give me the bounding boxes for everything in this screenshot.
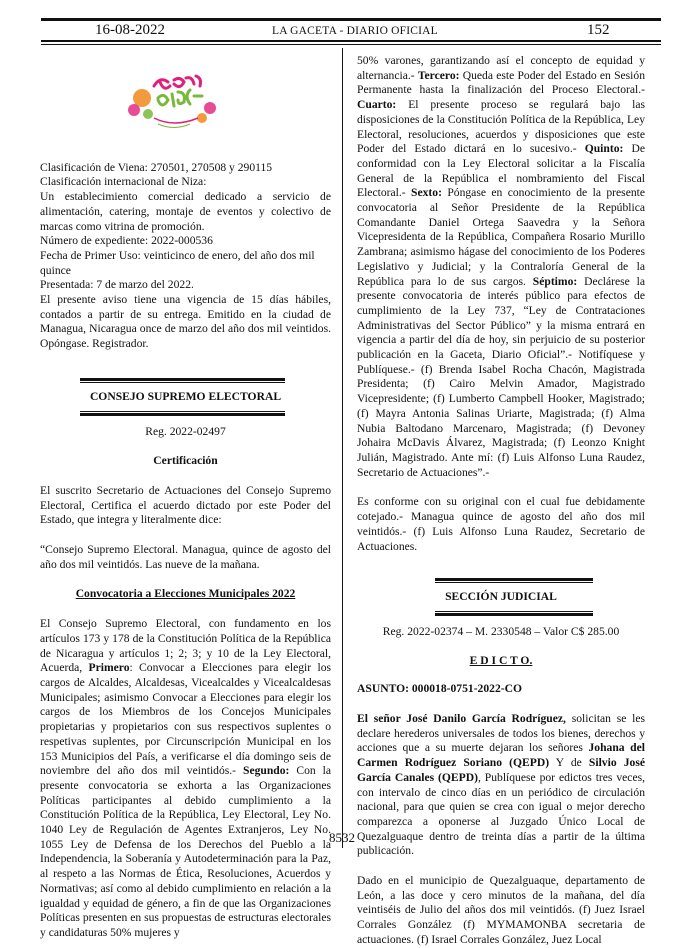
- trademark-description: Un establecimiento comercial dedicado a servicio de alimentación, catering, montaje de eventos y colectivo de marcas como vitrina de promoción.: [40, 190, 331, 233]
- file-number: Número de expediente: 2022-000536: [40, 234, 213, 248]
- edict-body: El señor José Danilo García Rodríguez, solicitan se les declare herederos universales de todos los bienes, derechos y acciones que a su muerte dejaran los señores Johana del Carmen Rodríguez Soriano (QEPD) Y de Silvio José García Canales (QEPD), Publíquese por edictos tres veces, con intervalo de cinco días en un periódico de circulación nacional, para que quien se crea con igual o mejor derecho comparezca a oponerse al Juzgado Único Local de Quezalguaque dentro de treinta días a partir de la última publicación.: [357, 712, 645, 858]
- header-rule-top: [41, 18, 661, 21]
- header-date: 16-08-2022: [95, 22, 165, 38]
- section-title-judicial: SECCIÓN JUDICIAL: [445, 590, 557, 604]
- convocation-title: Convocatoria a Elecciones Municipales 2022: [75, 587, 296, 601]
- resolution-opening: “Consejo Supremo Electoral. Managua, quince de agosto del año dos mil veintidós. Las nueve de la mañana.: [40, 543, 331, 571]
- first-use-date: Fecha de Primer Uso: veinticinco de enero, del año dos mil quince: [40, 248, 315, 277]
- edict-closing: Dado en el municipio de Quezalguaque, departamento de León, a las doce y cero minutos de la mañana, del día veintiséis de Julio del años dos mil veintidós. (f) Juez Israel Corrales González (f) MYMAMONBA secretaria de actuaciones. (f) Israel Corrales González, Juez Local: [357, 874, 645, 946]
- column-divider: [342, 48, 343, 848]
- left-column: [40, 56, 331, 941]
- header-rule-bottom: [41, 40, 661, 42]
- folio-number: 8532: [329, 830, 355, 845]
- case-number: ASUNTO: 000018-0751-2022-CO: [357, 682, 522, 696]
- certification-body: El suscrito Secretario de Actuaciones del Consejo Supremo Electoral, Certifica el acuerdo dictado por este Poder del Estado, que integra y literalmente dice:: [40, 483, 331, 527]
- judicial-registration: Reg. 2022-02374 – M. 2330548 – Valor C$ 285.00: [382, 624, 620, 638]
- header-title: LA GACETA - DIARIO OFICIAL: [272, 25, 438, 37]
- filed-date: Presentada: 7 de marzo del 2022.: [40, 278, 194, 292]
- conformity-statement: Es conforme con su original con el cual fue debidamente cotejado.- Managua quince de agosto del año dos mil veintidós.- (f) Luis Alfonso Luna Raudez, Secretario de Actuaciones.: [357, 495, 645, 553]
- notice-validity: El presente aviso tiene una vigencia de 15 días hábiles, contados a partir de su entrega. Emitido en la ciudad de Managua, Nicaragua once de marzo del año dos mil veintidos. Opóngase. Registrador.: [40, 293, 331, 351]
- section-heading-cse: [40, 378, 331, 416]
- header-rule-bottom-thin: [41, 44, 661, 45]
- right-column: [357, 54, 645, 948]
- section-heading-judicial: [357, 578, 645, 616]
- registration-number: Reg. 2022-02497: [145, 424, 226, 438]
- convocation-continued: 50% varones, garantizando así el concepto de equidad y alternancia.- Tercero: Queda este Poder del Estado en Sesión Permanente hasta la finalización del Proceso Electoral.- Cuarto: El presente proceso se regulará bajo las disposiciones de la Constitución Política de la República, Ley Electoral, resoluciones, acuerdos y disposiciones que este Poder del Estado dictará en lo sucesivo.- Quinto: De conformidad con la Ley Electoral solicitar a la Fiscalía General de la República el nombramiento del Fiscal Electoral.- Sexto: Póngase en conocimiento de la presente convocatoria al Señor Presidente de la República Comandante Daniel Ortega Saavedra y la Señora Vicepresidenta de la República, Compañera Rosario Murillo Zambrana; asimismo hágase del conocimiento de los Poderes Legislativo y Judicial; y la Contraloría General de la República para lo de sus cargos. Séptimo: Declárese la presente convocatoria de interés público para efectos de cumplimiento de la Ley 737, “Ley de Contrataciones Administrativas del Sector Público” y la misma entrará en vigencia a partir del día de hoy, sin perjuicio de su posterior publicación en la Gaceta, Diario Oficial”.- Notifíquese y Publíquese.- (f) Brenda Isabel Rocha Chacón, Magistrada Presidenta; (f) Cairo Melvin Amador, Magistrado Vicepresidente; (f) Lumberto Campbell Hooker, Magistrado; (f) Mayra Antonia Salinas Uriarte, Magistrada; (f) Alma Nubia Baltodano Marcenaro, Magistrada; (f) Devoney Johaira McDavis Álvarez, Magistrada; (f) Leonzo Knight Julián, Magistrado. Ante mí: (f) Luis Alfonso Luna Raudez, Secretario de Actuaciones”.-: [357, 54, 646, 479]
- section-title: CONSEJO SUPREMO ELECTORAL: [89, 389, 282, 403]
- convocation-body: El Consejo Supremo Electoral, con fundamento en los artículos 173 y 178 de la Constitución Política de la República de Nicaragua y artículos 1; 2; 3; y 10 de la Ley Electoral, Acuerda, Primero: Convocar a Elecciones para elegir los cargos de Alcaldes, Alcaldesas, Vicealcaldes y Vicealcaldesas Municipales; asimismo Convocar a Elecciones para elegir los cargos de los Miembros de los Concejos Municipales propietarias y propietarios con sus respectivos suplentes o respetivas suplentes, por Circunscripción Municipal en los 153 Municipios del País, a verificarse el día domingo seis de noviembre del año dos mil veintidós.- Segundo: Con la presente convocatoria se exhorta a las Organizaciones Políticas participantes al debido cumplimiento a la Constitución Política de la República, Ley Electoral, Ley No. 1040 Ley de Regulación de Agentes Extranjeros, Ley No. 1055 Ley de Defensa de los Derechos del Pueblo a la Independencia, la Soberanía y Autodeterminación para la Paz, al respeto a las Normas de Ética, Resoluciones, Acuerdos y Normativas; así como al debido cumplimiento en relación a la igualdad y equidad de género, a fin de que las Organizaciones Políticas presenten en sus propuestas de estructuras electorales y candidaturas 50% mujeres y: [40, 617, 331, 939]
- header-page-number: 152: [587, 22, 610, 38]
- vienna-classification: Clasificación de Viena: 270501, 270508 y 290115: [40, 160, 273, 174]
- edict-title: E D I C T O.: [469, 653, 533, 667]
- cocina-del-cafe-logo: [124, 68, 224, 144]
- nice-classification: Clasificación internacional de Niza:: [40, 175, 207, 189]
- certification-title: Certificación: [153, 454, 218, 468]
